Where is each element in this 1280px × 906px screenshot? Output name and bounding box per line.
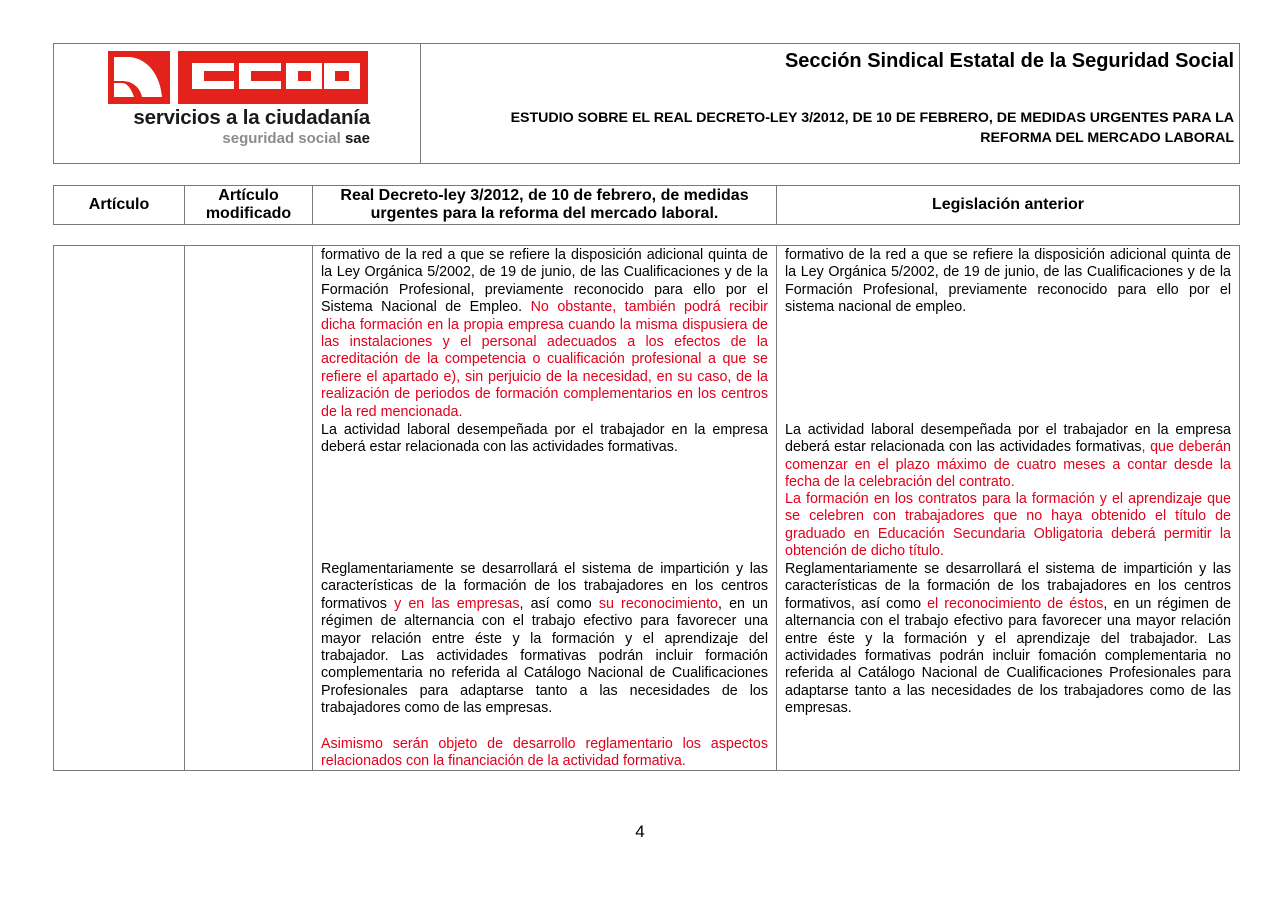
logo-subline xyxy=(108,130,370,147)
rdl-paragraph-1: formativo de la red a que se refiere la disposición adicional quinta de la Ley Orgánica 5/2002, de 19 de junio, de las Cualificaciones y de la Formación Profesional, previamente reconocido para ello por el Sistema Nacional de Empleo. No obstante, también podrá recibir dicha formación en la propia empresa cuando la misma dispusiera de las instalaciones y el personal adecuados a los efectos de la acreditación de la competencia o cualificación profesional a que se refiere el apartado e), sin perjuicio de la necesidad, en su caso, de la realización de periodos de formación complementarios en los centros de la red mencionada. xyxy=(321,247,769,420)
document-header xyxy=(53,43,1240,164)
rdl-paragraph-3: Reglamentariamente se desarrollará el sistema de impartición y las características de la formación de los trabajadores en los centros formativos y en las empresas, así como su reconocimiento, en un régimen de alternancia con el trabajo efectivo para favorecer una mayor relación entre éste y la formación y el aprendizaje del trabajador. Las actividades formativas podrán incluir formación complementaria no referida al Catálogo Nacional de Cualificaciones Profesionales para adaptarse tanto a las necesidades de los trabajadores como de las empresas. xyxy=(321,561,769,717)
anterior-removed-text: el reconocimiento de éstos xyxy=(927,595,1104,612)
anterior-paragraph-4: Reglamentariamente se desarrollará el sistema de impartición y las características de la formación de los trabajadores en los centros formativos, así como el reconocimiento de éstos, en un régimen de alternancia con el trabajo efectivo para favorecer una mayor relación entre éste y la formación y el aprendizaje del trabajador. Las actividades formativas podrán incluir fomación complementaria no referida al Catálogo Nacional de Cualificaciones Profesionales para adaptarse tanto a las necesidades de los trabajadores como de las empresas. xyxy=(785,561,1231,717)
anterior-removed-text: , que deberán comenzar en el plazo máximo de cuatro meses a contar desde la fecha de la celebración del contrato. xyxy=(785,439,1231,491)
anterior-paragraph-3: La formación en los contratos para la formación y el aprendizaje que se celebren con trabajadores que no haya obtenido el título de graduado en Educación Secundaria Obligatoria deberá permitir la obtención de dicho título. xyxy=(785,491,1231,560)
rdl-paragraph-2: La actividad laboral desempeñada por el trabajador en la empresa deberá estar relacionada con las actividades formativas. xyxy=(321,422,768,456)
ccoo-wordmark xyxy=(178,51,368,104)
column-header-row xyxy=(53,185,1240,225)
rdl-new-text: No obstante, también podrá recibir dicha formación en la propia empresa cuando la misma dispusiera de las instalaciones y el personal adecuados a los efectos de la acreditación de la competencia o cualificación profesional a que se refiere el apartado e), sin perjuicio de la necesidad, en su caso, de la realización de periodos de formación complementarios en los centros de la red mencionada. xyxy=(321,299,769,420)
cell-rdl xyxy=(313,246,777,770)
rdl-new-text: su reconocimiento xyxy=(598,595,719,612)
logo-subline-gray: seguridad social xyxy=(222,130,341,147)
ccoo-emblem-icon xyxy=(108,51,170,104)
column-header-rdl: Real Decreto-ley 3/2012, de 10 de febrero, de medidas urgentes para la reforma del mercado laboral. xyxy=(313,186,777,224)
emblem-curve-icon xyxy=(108,51,170,104)
logo-tagline: servicios a la ciudadanía xyxy=(133,106,370,129)
logo-cell xyxy=(54,44,421,163)
title-cell xyxy=(421,44,1239,163)
rdl-paragraph-4: Asimismo serán objeto de desarrollo reglamentario los aspectos relacionados con la financiación de la actividad formativa. xyxy=(321,736,768,770)
column-header-articulo: Artículo xyxy=(54,186,185,224)
study-title: ESTUDIO SOBRE EL REAL DECRETO-LEY 3/2012, DE 10 DE FEBRERO, DE MEDIDAS URGENTES PARA LA REFORMA DEL MERCADO LABORAL xyxy=(510,110,1234,146)
cell-articulo xyxy=(54,246,185,770)
anterior-paragraph-1: formativo de la red a que se refiere la disposición adicional quinta de la Ley Orgánica 5/2002, de 19 de junio, de las Cualificaciones y de la Formación Profesional, previamente reconocido para ello por el sistema nacional de empleo. xyxy=(785,247,1231,316)
column-header-legislacion-anterior: Legislación anterior xyxy=(931,196,1085,213)
logo-subline-dark: sae xyxy=(344,130,370,147)
page-number: 4 xyxy=(635,822,645,841)
cell-legislacion-anterior xyxy=(777,246,1239,770)
cell-articulo-modificado xyxy=(185,246,313,770)
column-header-articulo-modificado: Artículo modificado xyxy=(185,186,313,224)
table-row xyxy=(53,245,1240,771)
rdl-new-text: y en las empresas xyxy=(394,595,520,612)
anterior-paragraph-2: La actividad laboral desempeñada por el trabajador en la empresa deberá estar relacionada con las actividades formativas, que deberán comenzar en el plazo máximo de cuatro meses a contar desde la fecha de la celebración del contrato. xyxy=(785,422,1231,491)
section-title: Sección Sindical Estatal de la Seguridad Social xyxy=(784,50,1234,72)
